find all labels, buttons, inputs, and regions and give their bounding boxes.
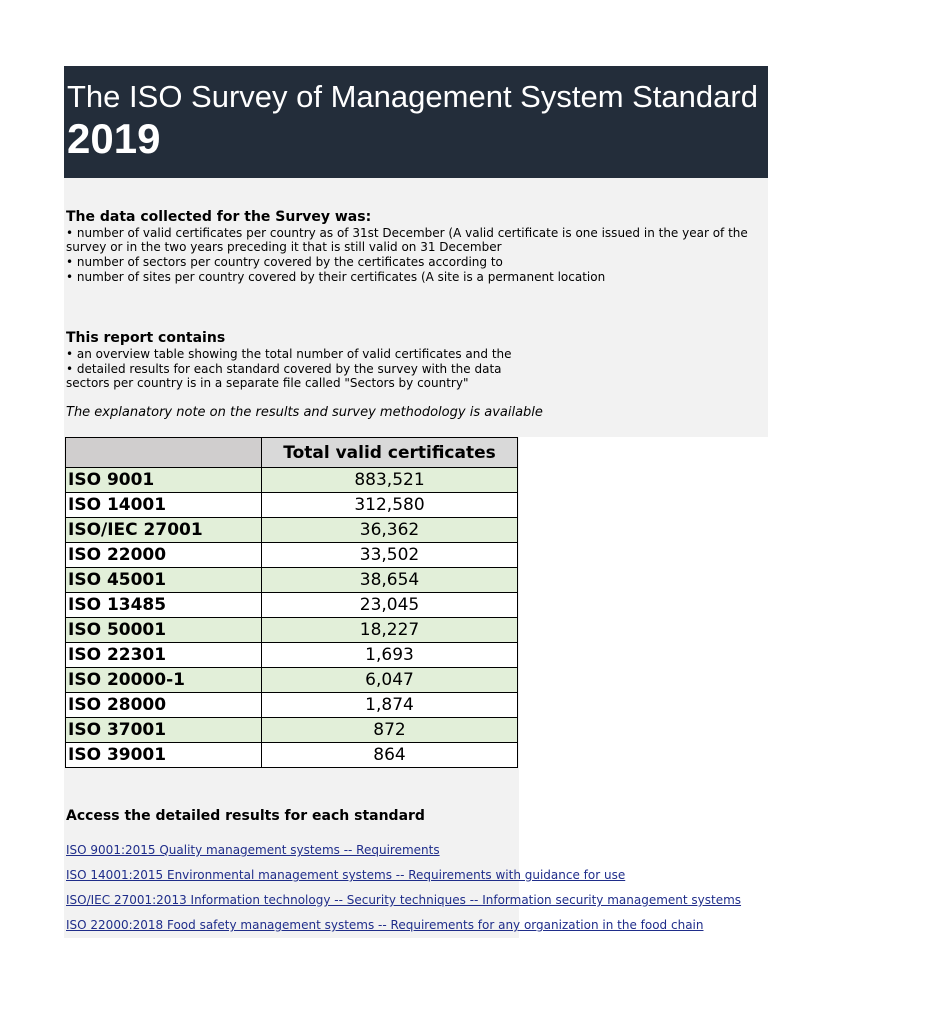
- certificate-count: 872: [262, 718, 518, 743]
- standard-name: ISO 45001: [66, 568, 262, 593]
- link-iso-9001[interactable]: ISO 9001:2015 Quality management systems -- Requirements: [66, 843, 440, 857]
- report-year: 2019: [67, 115, 161, 162]
- table-row: [66, 543, 518, 568]
- certificate-count: 36,362: [262, 518, 518, 543]
- report-line: • detailed results for each standard covered by the survey with the data: [66, 362, 502, 376]
- certificates-table: [65, 437, 518, 768]
- standard-name: ISO/IEC 27001: [66, 518, 262, 543]
- table-corner-cell: [66, 438, 262, 468]
- table-row: [66, 693, 518, 718]
- standard-name: ISO 14001: [66, 493, 262, 518]
- certificate-count: 38,654: [262, 568, 518, 593]
- table-row: [66, 718, 518, 743]
- total-certificates-header: Total valid certificates: [262, 438, 518, 468]
- standard-name: ISO 9001: [66, 468, 262, 493]
- table-row: [66, 743, 518, 768]
- certificate-count: 883,521: [262, 468, 518, 493]
- link-iso-27001[interactable]: ISO/IEC 27001:2013 Information technology -- Security techniques -- Information security management systems: [66, 893, 742, 907]
- survey-heading: The data collected for the Survey was:: [66, 209, 372, 225]
- certificate-count: 33,502: [262, 543, 518, 568]
- access-heading: Access the detailed results for each standard: [66, 808, 425, 824]
- link-iso-14001[interactable]: ISO 14001:2015 Environmental management systems -- Requirements with guidance for use: [66, 868, 626, 882]
- report-title: The ISO Survey of Management System Standard Certifications: [67, 79, 946, 114]
- table-row: [66, 493, 518, 518]
- survey-line: • number of sectors per country covered by the certificates according to: [66, 255, 503, 269]
- table-row: [66, 668, 518, 693]
- methodology-note: The explanatory note on the results and survey methodology is available: [66, 405, 543, 420]
- standard-name: ISO 22301: [66, 643, 262, 668]
- standard-name: ISO 39001: [66, 743, 262, 768]
- report-contents-heading: This report contains: [66, 330, 226, 346]
- content-background-right: [519, 178, 768, 437]
- certificate-count: 23,045: [262, 593, 518, 618]
- report-line: • an overview table showing the total number of valid certificates and the: [66, 347, 512, 361]
- standard-name: ISO 13485: [66, 593, 262, 618]
- certificate-count: 1,693: [262, 643, 518, 668]
- certificate-count: 864: [262, 743, 518, 768]
- certificate-count: 312,580: [262, 493, 518, 518]
- table-row: [66, 568, 518, 593]
- survey-line: • number of sites per country covered by their certificates (A site is a permanent location: [66, 270, 606, 284]
- table-row: [66, 618, 518, 643]
- certificate-count: 1,874: [262, 693, 518, 718]
- certificate-count: 18,227: [262, 618, 518, 643]
- content-area: [64, 178, 748, 938]
- survey-line: survey or in the two years preceding it that is still valid on 31 December: [66, 240, 502, 254]
- standard-name: ISO 28000: [66, 693, 262, 718]
- report-header: [64, 66, 946, 178]
- certificate-count: 6,047: [262, 668, 518, 693]
- table-row: [66, 593, 518, 618]
- survey-line: • number of valid certificates per country as of 31st December (A valid certificate is one issued in the year of the: [66, 226, 748, 240]
- table-row: [66, 643, 518, 668]
- standard-name: ISO 20000-1: [66, 668, 262, 693]
- table-row: [66, 468, 518, 493]
- link-iso-22000[interactable]: ISO 22000:2018 Food safety management systems -- Requirements for any organization in the food chain: [66, 918, 704, 932]
- report-line: sectors per country is in a separate file called "Sectors by country": [66, 376, 469, 390]
- standard-name: ISO 50001: [66, 618, 262, 643]
- standard-name: ISO 37001: [66, 718, 262, 743]
- standard-name: ISO 22000: [66, 543, 262, 568]
- table-row: [66, 518, 518, 543]
